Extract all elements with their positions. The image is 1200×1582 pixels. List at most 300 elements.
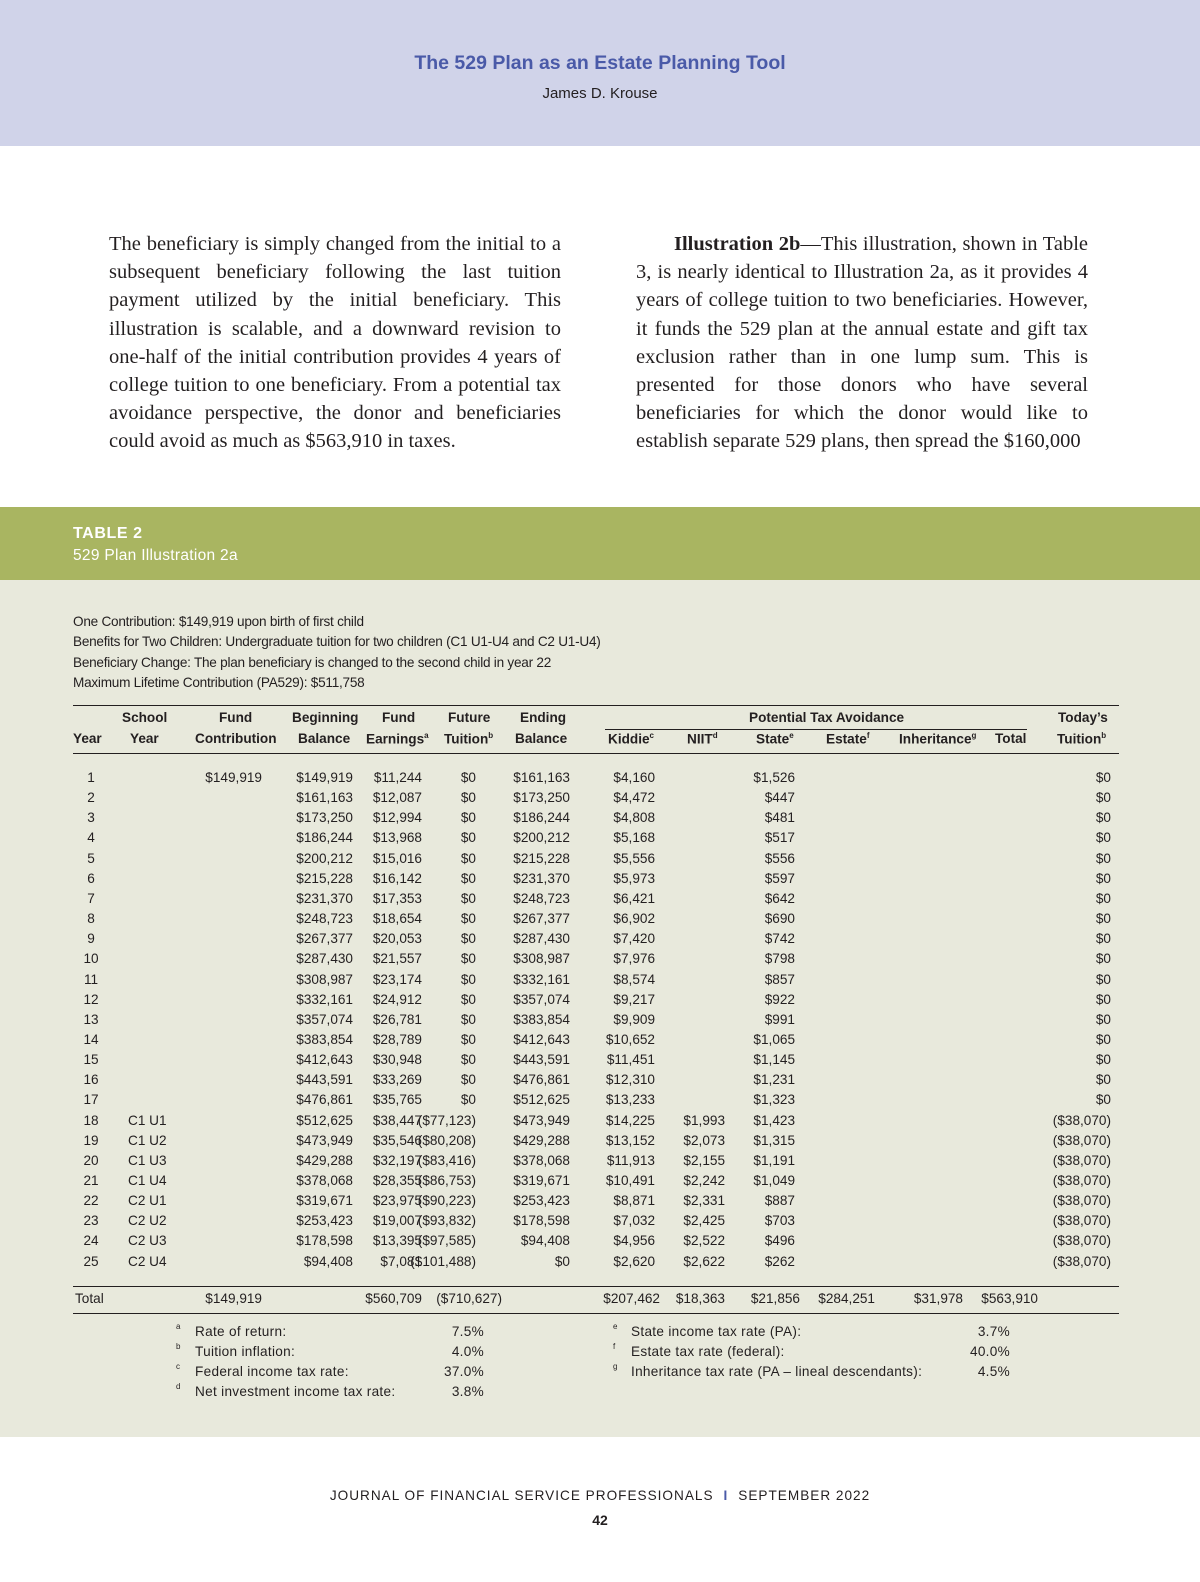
total-label: Total <box>75 1291 104 1306</box>
cell-today: $0 <box>1095 971 1111 987</box>
cell-year: 10 <box>83 951 99 967</box>
cell-earn: $23,975 <box>372 1193 422 1209</box>
cell-earn: $28,789 <box>372 1031 422 1047</box>
cell-today: ($38,070) <box>1052 1112 1111 1128</box>
cell-niit: $1,993 <box>683 1112 725 1128</box>
cell-future: $0 <box>460 991 476 1007</box>
cell-earn: $20,053 <box>372 931 422 947</box>
cell-begin: $287,430 <box>296 951 353 967</box>
note-contribution: One Contribution: $149,919 upon birth of first child <box>73 614 364 629</box>
cell-today: $0 <box>1095 1031 1111 1047</box>
cell-year: 2 <box>87 790 95 806</box>
footnote-mark: g <box>613 1362 618 1371</box>
footnote-mark: d <box>176 1382 181 1391</box>
cell-year: 20 <box>83 1152 99 1168</box>
footnote-value: 4.0% <box>451 1344 484 1359</box>
cell-school: C2 U3 <box>128 1233 167 1249</box>
header-future: Future <box>448 710 491 725</box>
table-panel <box>0 580 1200 1437</box>
cell-year: 22 <box>83 1193 99 1209</box>
cell-state: $798 <box>764 951 795 967</box>
header-school: School <box>122 710 168 725</box>
cell-school: C1 U3 <box>128 1152 167 1168</box>
cell-earn: $30,948 <box>372 1052 422 1068</box>
cell-year: 5 <box>87 850 95 866</box>
header-todays: Today’s <box>1058 710 1108 725</box>
cell-year: 3 <box>87 810 95 826</box>
cell-today: $0 <box>1095 890 1111 906</box>
cell-state: $887 <box>764 1193 795 1209</box>
cell-earn: $15,016 <box>372 850 422 866</box>
illustration-lead: Illustration 2b <box>674 233 801 255</box>
cell-begin: $473,949 <box>296 1132 353 1148</box>
cell-begin: $357,074 <box>296 1011 353 1027</box>
cell-niit: $2,242 <box>683 1173 725 1188</box>
cell-kiddie: $10,652 <box>605 1031 655 1047</box>
cell-year: 9 <box>87 931 95 947</box>
cell-state: $642 <box>764 890 795 906</box>
cell-future: $0 <box>460 931 476 947</box>
cell-earn: $13,968 <box>372 830 422 846</box>
cell-begin: $149,919 <box>296 770 353 785</box>
cell-today: $0 <box>1095 1092 1111 1108</box>
cell-year: 14 <box>83 1031 99 1047</box>
cell-year: 15 <box>83 1052 99 1068</box>
cell-today: $0 <box>1095 951 1111 967</box>
cell-begin: $319,671 <box>296 1193 353 1209</box>
table-notes <box>73 612 601 693</box>
cell-today: $0 <box>1095 1052 1111 1068</box>
cell-kiddie: $4,160 <box>613 770 655 785</box>
cell-future: $0 <box>460 790 476 806</box>
cell-earn: $13,395 <box>372 1233 422 1249</box>
group-header-tax-avoidance: Potential Tax Avoidance <box>749 710 905 725</box>
cell-kiddie: $8,871 <box>613 1193 655 1209</box>
cell-year: 17 <box>83 1092 99 1108</box>
body-text-left: The beneficiary is simply changed from the initial to a subsequent beneficiary following the last tuition payment utilized by the initial beneficiary. This illustration is scalable, and a downward revision to one-half of the initial contribution provides 4 years of college tuition to one beneficiary. From a potential tax avoidance perspective, the donor and beneficiaries could avoid as much as $563,910 in taxes. <box>109 233 561 453</box>
header-niit-text: NIIT <box>687 731 713 747</box>
header-bottom-rule <box>73 753 1119 754</box>
cell-end: $443,591 <box>513 1052 570 1068</box>
cell-future: ($97,585) <box>417 1233 476 1249</box>
cell-state: $742 <box>764 931 795 947</box>
cell-kiddie: $11,913 <box>606 1152 655 1168</box>
cell-end: $357,074 <box>513 991 570 1007</box>
page-header <box>0 0 1200 146</box>
cell-state: $481 <box>764 810 795 826</box>
cell-kiddie: $4,956 <box>613 1233 655 1249</box>
cell-today: ($38,070) <box>1052 1213 1111 1229</box>
cell-today: ($38,070) <box>1052 1152 1111 1168</box>
note-beneficiary-change: Beneficiary Change: The plan beneficiary is changed to the second child in year 22 <box>73 654 552 670</box>
cell-end: $186,244 <box>513 810 570 826</box>
cell-future: ($86,753) <box>417 1173 476 1188</box>
cell-today: ($38,070) <box>1052 1173 1111 1188</box>
total-earnings: $560,709 <box>365 1291 422 1306</box>
footnote-label: State income tax rate (PA): <box>631 1324 802 1339</box>
cell-kiddie: $11,451 <box>606 1052 655 1068</box>
total-top-rule <box>73 1286 1119 1287</box>
cell-year: 11 <box>83 971 99 987</box>
total-kiddie: $207,462 <box>603 1291 660 1306</box>
header-inheritance-text: Inheritance <box>899 731 972 747</box>
cell-state: $556 <box>764 850 795 866</box>
body-text-right <box>636 230 1088 456</box>
cell-state: $1,191 <box>753 1152 795 1168</box>
cell-end: $383,854 <box>513 1011 570 1027</box>
cell-today: $0 <box>1095 991 1111 1007</box>
header-balance-begin: Balance <box>298 731 351 746</box>
cell-kiddie: $2,620 <box>613 1253 655 1269</box>
footnote-value: 4.5% <box>977 1364 1010 1379</box>
cell-today: ($38,070) <box>1052 1253 1111 1269</box>
note-benefits: Benefits for Two Children: Undergraduate tuition for two children (C1 U1-U4 and C2 U1-U4) <box>73 634 601 650</box>
footnote-mark: b <box>176 1342 181 1351</box>
cell-state: $597 <box>764 870 795 886</box>
header-todays-tuition: Tuition$^b$ <box>1057 731 1107 747</box>
footnote-label: Federal income tax rate: <box>195 1364 349 1379</box>
cell-state: $1,065 <box>753 1031 795 1047</box>
footer-separator: I <box>723 1488 729 1503</box>
cell-kiddie: $5,973 <box>613 870 655 886</box>
cell-future: ($93,832) <box>417 1213 476 1229</box>
header-earnings: Earnings$^a$ <box>366 731 429 747</box>
cell-end: $161,163 <box>513 770 570 785</box>
cell-state: $1,323 <box>753 1092 795 1108</box>
cell-future: $0 <box>460 911 476 927</box>
table-top-rule <box>73 705 1119 706</box>
cell-year: 8 <box>87 911 95 927</box>
cell-today: $0 <box>1095 830 1111 846</box>
cell-earn: $26,781 <box>372 1011 422 1027</box>
cell-state: $1,049 <box>753 1173 795 1188</box>
header-beginning: Beginning <box>292 710 359 725</box>
cell-end: $178,598 <box>513 1213 570 1229</box>
cell-end: $473,949 <box>513 1112 570 1128</box>
footnote-value: 3.8% <box>451 1384 484 1399</box>
cell-future: $0 <box>460 1092 476 1108</box>
cell-begin: $378,068 <box>296 1173 353 1188</box>
header-year: Year <box>73 731 102 746</box>
cell-end: $308,987 <box>513 951 570 967</box>
header-balance-end: Balance <box>515 731 568 746</box>
cell-kiddie: $6,902 <box>613 911 655 927</box>
cell-end: $248,723 <box>513 890 570 906</box>
cell-today: $0 <box>1095 790 1111 806</box>
cell-year: 19 <box>83 1132 99 1148</box>
cell-future: $0 <box>460 850 476 866</box>
cell-future: $0 <box>460 1011 476 1027</box>
cell-future: $0 <box>460 1052 476 1068</box>
group-header-rule <box>605 729 1027 730</box>
cell-year: 24 <box>83 1233 99 1249</box>
cell-earn: $23,174 <box>372 971 422 987</box>
table-label: TABLE 2 <box>73 525 143 542</box>
cell-end: $429,288 <box>513 1132 570 1148</box>
cell-kiddie: $9,909 <box>613 1011 655 1027</box>
cell-year: 23 <box>83 1213 99 1229</box>
footnote-label: Net investment income tax rate: <box>195 1384 396 1399</box>
note-max-contribution: Maximum Lifetime Contribution (PA529): $511,758 <box>73 674 365 690</box>
cell-state: $703 <box>764 1213 795 1229</box>
table-title-band <box>0 507 1200 580</box>
cell-kiddie: $4,808 <box>613 810 655 826</box>
cell-begin: $429,288 <box>296 1152 353 1168</box>
cell-state: $496 <box>764 1233 795 1249</box>
footnote-label: Rate of return: <box>195 1324 287 1339</box>
footnote-value: 3.7% <box>977 1324 1010 1339</box>
cell-end: $200,212 <box>513 830 570 846</box>
header-total: Total <box>995 731 1027 746</box>
cell-earn: $21,557 <box>372 951 422 967</box>
page-number: 42 <box>592 1512 608 1528</box>
header-fund-earnings: Fund <box>382 710 416 725</box>
page-footer <box>0 1488 1200 1503</box>
header-todays-tuition-text: Tuition <box>1057 731 1102 747</box>
cell-state: $857 <box>764 971 795 987</box>
cell-future: ($90,223) <box>417 1193 476 1209</box>
cell-future: $0 <box>460 890 476 906</box>
cell-begin: $412,643 <box>296 1052 353 1068</box>
cell-kiddie: $5,168 <box>613 830 655 846</box>
cell-end: $253,423 <box>513 1193 570 1209</box>
cell-earn: $33,269 <box>372 1072 422 1088</box>
header-state-text: State <box>756 731 790 747</box>
cell-end: $378,068 <box>513 1152 570 1168</box>
cell-state: $1,526 <box>753 770 795 785</box>
header-niit: NIIT$^d$ <box>687 731 718 747</box>
cell-today: $0 <box>1095 1072 1111 1088</box>
cell-kiddie: $8,574 <box>613 971 655 987</box>
cell-today: ($38,070) <box>1052 1132 1111 1148</box>
cell-year: 1 <box>87 770 95 785</box>
cell-begin: $443,591 <box>296 1072 353 1088</box>
cell-kiddie: $7,032 <box>613 1213 655 1229</box>
header-earnings-text: Earnings <box>366 731 425 747</box>
cell-begin: $200,212 <box>296 850 353 866</box>
total-state: $21,856 <box>750 1291 800 1306</box>
header-estate-text: Estate <box>826 731 867 747</box>
cell-begin: $512,625 <box>296 1112 353 1128</box>
cell-state: $1,145 <box>753 1052 795 1068</box>
cell-begin: $253,423 <box>296 1213 353 1229</box>
cell-state: $1,315 <box>753 1132 795 1148</box>
total-niit: $18,363 <box>675 1291 725 1306</box>
cell-kiddie: $12,310 <box>605 1072 655 1088</box>
cell-kiddie: $13,152 <box>605 1132 655 1148</box>
cell-niit: $2,073 <box>683 1132 725 1148</box>
cell-end: $512,625 <box>513 1092 570 1108</box>
footnote-label: Tuition inflation: <box>195 1344 296 1359</box>
total-total: $563,910 <box>981 1291 1038 1306</box>
total-bottom-rule <box>73 1313 1119 1314</box>
cell-niit: $2,331 <box>683 1193 725 1209</box>
cell-school: C2 U2 <box>128 1213 167 1229</box>
cell-kiddie: $9,217 <box>613 991 655 1007</box>
article-author: James D. Krouse <box>542 85 658 102</box>
cell-future: $0 <box>460 1031 476 1047</box>
cell-earn: $32,197 <box>372 1152 422 1168</box>
cell-earn: $7,081 <box>380 1253 422 1269</box>
cell-earn: $12,994 <box>372 810 422 826</box>
header-fund: Fund <box>219 710 253 725</box>
cell-year: 12 <box>83 991 99 1007</box>
cell-future: $0 <box>460 951 476 967</box>
cell-begin: $231,370 <box>296 890 353 906</box>
cell-earn: $12,087 <box>372 790 422 806</box>
cell-school: C1 U4 <box>128 1173 167 1188</box>
cell-begin: $248,723 <box>296 911 353 927</box>
cell-state: $690 <box>764 911 795 927</box>
cell-niit: $2,622 <box>683 1253 725 1269</box>
total-future-tuition: ($710,627) <box>436 1291 502 1306</box>
footnote-value: 37.0% <box>443 1364 484 1379</box>
footnote-value: 40.0% <box>969 1344 1010 1359</box>
total-inheritance: $31,978 <box>913 1291 963 1306</box>
cell-year: 13 <box>83 1011 99 1027</box>
cell-kiddie: $10,491 <box>605 1173 655 1188</box>
cell-state: $517 <box>764 830 795 846</box>
header-ending: Ending <box>520 710 567 725</box>
cell-school: C2 U4 <box>128 1253 167 1269</box>
cell-future: $0 <box>460 1072 476 1088</box>
cell-future: $0 <box>460 810 476 826</box>
cell-earn: $24,912 <box>372 991 422 1007</box>
cell-contrib: $149,919 <box>205 770 262 785</box>
cell-earn: $11,244 <box>373 770 422 785</box>
cell-niit: $2,522 <box>683 1233 725 1249</box>
cell-school: C2 U1 <box>128 1193 167 1209</box>
cell-future: $0 <box>460 770 476 785</box>
table-subtitle: 529 Plan Illustration 2a <box>73 547 238 564</box>
cell-end: $319,671 <box>513 1173 570 1188</box>
cell-earn: $35,546 <box>372 1132 422 1148</box>
cell-future: $0 <box>460 971 476 987</box>
header-state: State$^e$ <box>756 731 794 747</box>
journal-name: JOURNAL OF FINANCIAL SERVICE PROFESSIONALS <box>329 1488 714 1503</box>
cell-begin: $308,987 <box>296 971 353 987</box>
footnote-mark: f <box>613 1342 616 1351</box>
cell-future: $0 <box>460 870 476 886</box>
cell-kiddie: $7,420 <box>613 931 655 947</box>
header-kiddie: Kiddie$^c$ <box>608 731 654 747</box>
cell-earn: $35,765 <box>372 1092 422 1108</box>
cell-end: $94,408 <box>520 1233 570 1249</box>
footnote-mark: e <box>613 1322 618 1331</box>
cell-earn: $28,355 <box>372 1173 422 1188</box>
cell-begin: $476,861 <box>296 1092 353 1108</box>
cell-end: $412,643 <box>513 1031 570 1047</box>
cell-kiddie: $6,421 <box>613 890 655 906</box>
cell-today: $0 <box>1095 770 1111 785</box>
cell-future: ($77,123) <box>417 1112 476 1128</box>
cell-earn: $18,654 <box>372 911 422 927</box>
cell-state: $922 <box>764 991 795 1007</box>
cell-year: 21 <box>83 1173 99 1188</box>
cell-begin: $178,598 <box>296 1233 353 1249</box>
cell-end: $476,861 <box>513 1072 570 1088</box>
header-tuition: Tuition$^b$ <box>444 731 494 747</box>
cell-kiddie: $4,472 <box>613 790 655 806</box>
total-estate: $284,251 <box>818 1291 875 1306</box>
cell-kiddie: $7,976 <box>613 951 655 967</box>
cell-year: 4 <box>87 830 95 846</box>
cell-end: $215,228 <box>513 850 570 866</box>
cell-state: $262 <box>764 1253 795 1269</box>
total-contribution: $149,919 <box>205 1291 262 1306</box>
cell-school: C1 U2 <box>128 1132 167 1148</box>
cell-today: $0 <box>1095 931 1111 947</box>
footnote-mark: c <box>176 1362 181 1371</box>
cell-end: $173,250 <box>513 790 570 806</box>
cell-future: ($83,416) <box>417 1152 476 1168</box>
cell-earn: $16,142 <box>372 870 422 886</box>
footnote-label: Estate tax rate (federal): <box>631 1344 785 1359</box>
cell-begin: $215,228 <box>296 870 353 886</box>
cell-earn: $19,007 <box>372 1213 422 1229</box>
cell-begin: $186,244 <box>296 830 353 846</box>
cell-niit: $2,425 <box>683 1213 725 1229</box>
cell-kiddie: $13,233 <box>605 1092 655 1108</box>
cell-begin: $383,854 <box>296 1031 353 1047</box>
cell-today: ($38,070) <box>1052 1233 1111 1249</box>
article-title: The 529 Plan as an Estate Planning Tool <box>414 52 786 74</box>
cell-future: ($80,208) <box>417 1132 476 1148</box>
header-tuition-text: Tuition <box>444 731 489 747</box>
cell-kiddie: $14,225 <box>605 1112 655 1128</box>
cell-earn: $17,353 <box>372 890 422 906</box>
footnote-label: Inheritance tax rate (PA – lineal descendants): <box>631 1364 923 1379</box>
cell-today: ($38,070) <box>1052 1193 1111 1209</box>
cell-today: $0 <box>1095 911 1111 927</box>
cell-today: $0 <box>1095 850 1111 866</box>
cell-begin: $173,250 <box>296 810 353 826</box>
illustration-text: —This illustration, shown in Table 3, is nearly identical to Illustration 2a, as it provides 4 years of college tuition to two beneficiaries. However, it funds the 529 plan at the annual estate and gift tax exclusion rather than in one lump sum. This is presented for those donors who have several beneficiaries for which the donor would like to establish separate 529 plans, then spread the $160,000 <box>636 233 1088 453</box>
cell-today: $0 <box>1095 870 1111 886</box>
cell-future: $0 <box>460 830 476 846</box>
cell-today: $0 <box>1095 1011 1111 1027</box>
header-school-year: Year <box>130 731 159 746</box>
cell-state: $1,423 <box>753 1112 795 1128</box>
cell-state: $447 <box>764 790 795 806</box>
cell-earn: $38,447 <box>372 1112 422 1128</box>
cell-year: 18 <box>83 1112 99 1128</box>
cell-today: $0 <box>1095 810 1111 826</box>
cell-year: 6 <box>87 870 95 886</box>
cell-end: $332,161 <box>513 971 570 987</box>
cell-end: $287,430 <box>513 931 570 947</box>
header-contribution: Contribution <box>195 731 277 746</box>
cell-begin: $267,377 <box>296 931 353 947</box>
cell-end: $267,377 <box>513 911 570 927</box>
footnote-value: 7.5% <box>451 1324 484 1339</box>
cell-school: C1 U1 <box>128 1112 167 1128</box>
cell-year: 16 <box>83 1072 99 1088</box>
cell-niit: $2,155 <box>683 1152 725 1168</box>
cell-year: 25 <box>83 1253 99 1269</box>
cell-year: 7 <box>87 890 95 906</box>
cell-begin: $94,408 <box>303 1253 353 1269</box>
cell-future: ($101,488) <box>410 1253 476 1269</box>
cell-state: $991 <box>764 1011 795 1027</box>
cell-state: $1,231 <box>753 1072 795 1088</box>
cell-end: $0 <box>554 1253 570 1269</box>
issue-date: SEPTEMBER 2022 <box>738 1488 871 1503</box>
cell-begin: $332,161 <box>296 991 353 1007</box>
header-kiddie-text: Kiddie <box>608 731 650 747</box>
cell-end: $231,370 <box>513 870 570 886</box>
cell-begin: $161,163 <box>296 790 353 806</box>
